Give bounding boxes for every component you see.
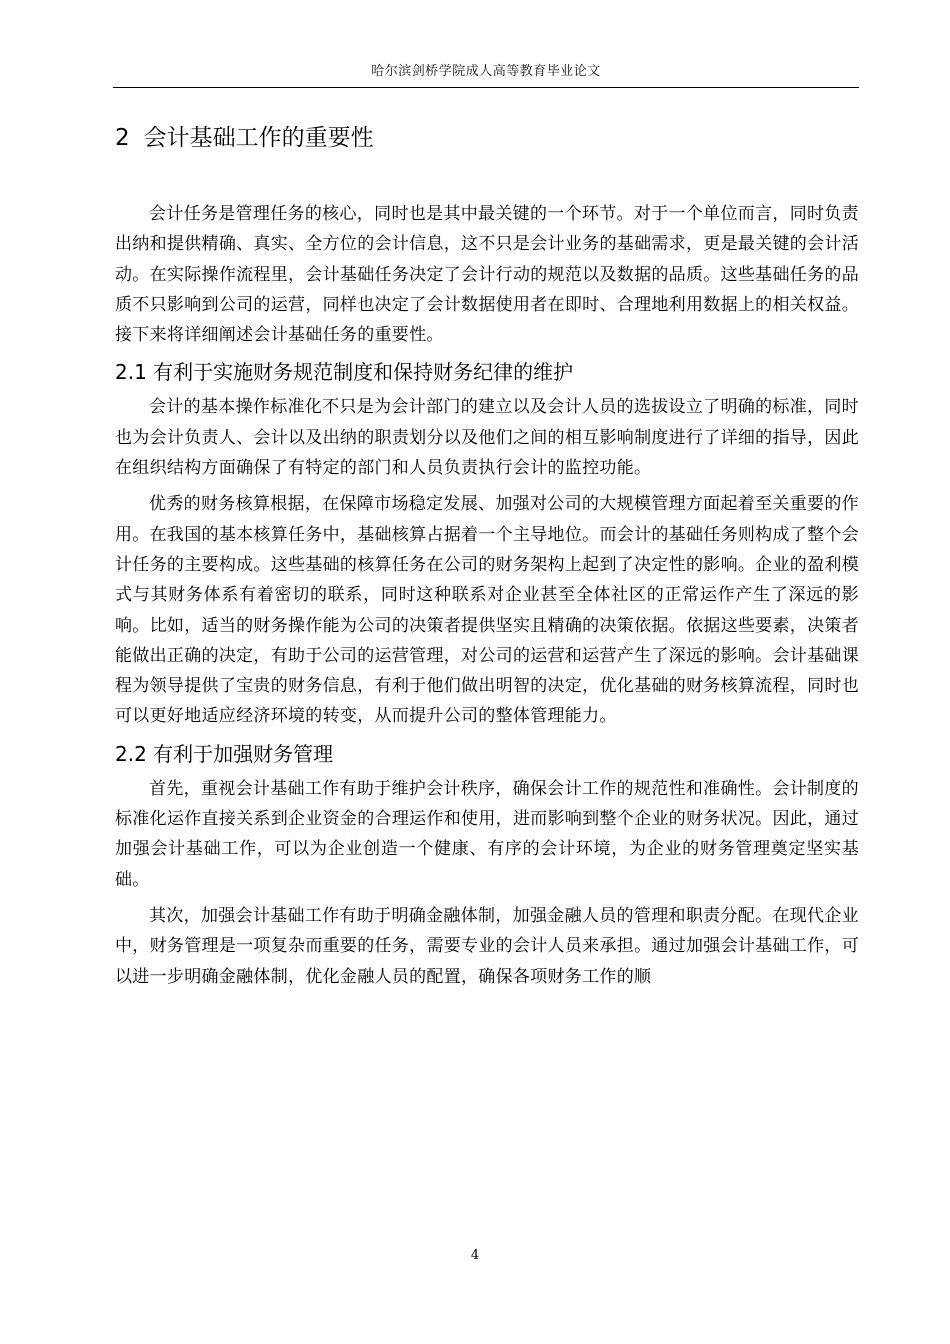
subsection-heading-2-1: 2.1 有利于实施财务规范制度和保持财务纪律的维护 xyxy=(115,360,574,385)
intro-paragraph: 会计任务是管理任务的核心，同时也是其中最关键的一个环节。对于一个单位而言，同时负责出纳和提供精确、真实、全方位的会计信息，这不只是会计业务的基础需求，更是最关键的会计活动。在实际操作流程里，会计基础任务决定了会计行动的规范以及数据的品质。这些基础任务的品质不只影响到公司的运营，同样也决定了会计数据使用者在即时、合理地利用数据上的相关权益。接下来将详细阐述会计基础任务的重要性。 xyxy=(115,204,859,346)
page-number: 4 xyxy=(470,1248,480,1263)
page-body xyxy=(115,118,859,998)
section-heading xyxy=(115,118,859,158)
section-title: 会计基础工作的重要性 xyxy=(143,125,374,151)
paragraph: 首先，重视会计基础工作有助于维护会计秩序，确保会计工作的规范性和准确性。会计制度的标准化运作直接关系到企业资金的合理运作和使用，进而影响到整个企业的财务状况。因此，通过加强会计基础工作，可以为企业创造一个健康、有序的会计环境，为企业的财务管理奠定坚实基础。 xyxy=(115,778,859,890)
header-divider xyxy=(113,87,859,88)
paragraph: 会计的基本操作标准化不只是为会计部门的建立以及会计人员的选拔设立了明确的标准，同时也为会计负责人、会计以及出纳的职责划分以及他们之间的相互影响制度进行了详细的指导，因此在组织结构方面确保了有特定的部门和人员负责执行会计的监控功能。 xyxy=(115,397,859,479)
running-header: 哈尔滨剑桥学院成人高等教育毕业论文 xyxy=(371,64,601,79)
paragraph: 其次，加强会计基础工作有助于明确金融体制，加强金融人员的管理和职责分配。在现代企业中，财务管理是一项复杂而重要的任务，需要专业的会计人员来承担。通过加强会计基础工作，可以进一步明确金融体制，优化金融人员的配置，确保各项财务工作的顺 xyxy=(115,905,859,987)
paragraph: 优秀的财务核算根据，在保障市场稳定发展、加强对公司的大规模管理方面起着至关重要的作用。在我国的基本核算任务中，基础核算占据着一个主导地位。而会计的基础任务则构成了整个会计任务的主要构成。这些基础的核算任务在公司的财务架构上起到了决定性的影响。企业的盈利模式与其财务体系有着密切的联系，同时这种联系对企业甚至全体社区的正常运作产生了深远的影响。比如，适当的财务操作能为公司的决策者提供坚实且精确的决策依据。依据这些要素，决策者能做出正确的决定，有助于公司的运营管理，对公司的运营和运营产生了深远的影响。会计基础课程为领导提供了宝贵的财务信息，有利于他们做出明智的决定，优化基础的财务核算流程，同时也可以更好地适应经济环境的转变，从而提升公司的整体管理能力。 xyxy=(115,494,859,727)
subsection-heading-2-2: 2.2 有利于加强财务管理 xyxy=(115,741,334,766)
section-number: 2 xyxy=(115,125,130,151)
